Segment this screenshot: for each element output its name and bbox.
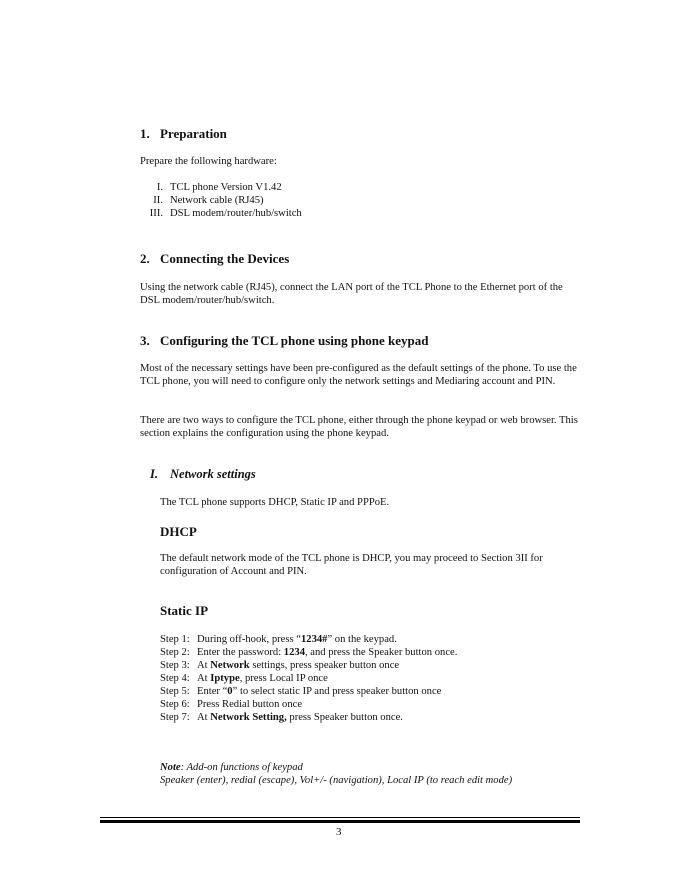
footer-rule-thick: [100, 820, 580, 823]
note-title: : Add-on functions of keypad: [180, 762, 303, 773]
step-text: , press Local IP once: [239, 673, 328, 684]
step-bold: Iptype: [210, 673, 240, 684]
note-text: Speaker (enter), redial (escape), Vol+/- (navigation), Local IP (to reach edit mode): [160, 775, 513, 786]
step-label: Step 3:: [160, 660, 190, 671]
step-text: At: [197, 712, 211, 723]
configuring-paragraph-2: There are two ways to configure the TCL phone, either through the phone keypad or web browser. This section explains the configuration using the phone keypad.: [140, 415, 578, 439]
list-item: [140, 207, 440, 220]
step-text: At: [197, 660, 211, 671]
step-bold: 1234#: [300, 634, 328, 645]
step-bold: 0: [227, 686, 233, 697]
step-bold: 1234: [283, 647, 305, 658]
footer-rule-thin: [100, 817, 580, 818]
section-heading-configuring: [140, 333, 429, 349]
step-label: Step 1:: [160, 634, 190, 645]
subsection-title: Network settings: [170, 467, 256, 481]
list-text: TCL phone Version V1.42: [170, 182, 282, 193]
section-heading-preparation: [140, 126, 227, 142]
step-text: Press Redial button once: [197, 699, 303, 710]
connecting-paragraph: Using the network cable (RJ45), connect the LAN port of the TCL Phone to the Ethernet port of the DSL modem/router/hub/switch.: [140, 282, 563, 306]
step-item: [160, 633, 397, 646]
list-numeral: III.: [149, 208, 163, 219]
static-ip-heading: Static IP: [160, 603, 209, 618]
step-bold: Network: [210, 660, 250, 671]
step-text: press Speaker button once.: [286, 712, 403, 723]
note-label: Note: [160, 762, 181, 773]
preparation-intro: Prepare the following hardware:: [140, 156, 277, 167]
section-number: 1.: [140, 126, 150, 141]
list-numeral: II.: [153, 195, 163, 206]
page-number: 3: [336, 826, 342, 838]
step-text: During off-hook, press “: [197, 634, 301, 645]
dhcp-paragraph: The default network mode of the TCL phone is DHCP, you may proceed to Section 3II for configuration of Account and PIN.: [160, 553, 543, 577]
dhcp-heading: DHCP: [160, 524, 197, 539]
step-label: Step 5:: [160, 686, 190, 697]
section-heading-connecting: [140, 251, 289, 267]
step-label: Step 7:: [160, 712, 190, 723]
step-bold: Network Setting,: [210, 712, 287, 723]
list-item: [140, 194, 440, 207]
section-title: Connecting the Devices: [160, 251, 290, 266]
step-text: Enter the password:: [197, 647, 284, 658]
step-text: Enter “: [197, 686, 228, 697]
note-heading: [160, 761, 303, 774]
network-intro: The TCL phone supports DHCP, Static IP and PPPoE.: [160, 497, 390, 508]
step-text: , and press the Speaker button once.: [304, 647, 458, 658]
section-number: 3.: [140, 333, 150, 348]
step-text: settings, press speaker button once: [249, 660, 400, 671]
step-item: [160, 698, 302, 711]
section-number: 2.: [140, 251, 150, 266]
step-text: At: [197, 673, 211, 684]
list-numeral: I.: [156, 182, 163, 193]
list-text: DSL modem/router/hub/switch: [170, 208, 302, 219]
list-item: [140, 181, 440, 194]
step-item: [160, 685, 441, 698]
step-text: ” to select static IP and press speaker button once: [232, 686, 442, 697]
step-item: [160, 646, 457, 659]
step-item: [160, 659, 399, 672]
step-item: [160, 711, 403, 724]
configuring-paragraph-1: Most of the necessary settings have been pre-configured as the default settings of the phone. To use the TCL phone, you will need to configure only the network settings and Mediaring account and PIN.: [140, 363, 577, 387]
step-label: Step 4:: [160, 673, 190, 684]
step-label: Step 6:: [160, 699, 190, 710]
step-label: Step 2:: [160, 647, 190, 658]
list-text: Network cable (RJ45): [170, 195, 264, 206]
subsection-number: I.: [150, 467, 158, 481]
subsection-heading-network: [150, 468, 256, 481]
section-title: Preparation: [160, 126, 227, 141]
step-text: ” on the keypad.: [327, 634, 397, 645]
step-item: [160, 672, 328, 685]
section-title: Configuring the TCL phone using phone keypad: [160, 333, 429, 348]
